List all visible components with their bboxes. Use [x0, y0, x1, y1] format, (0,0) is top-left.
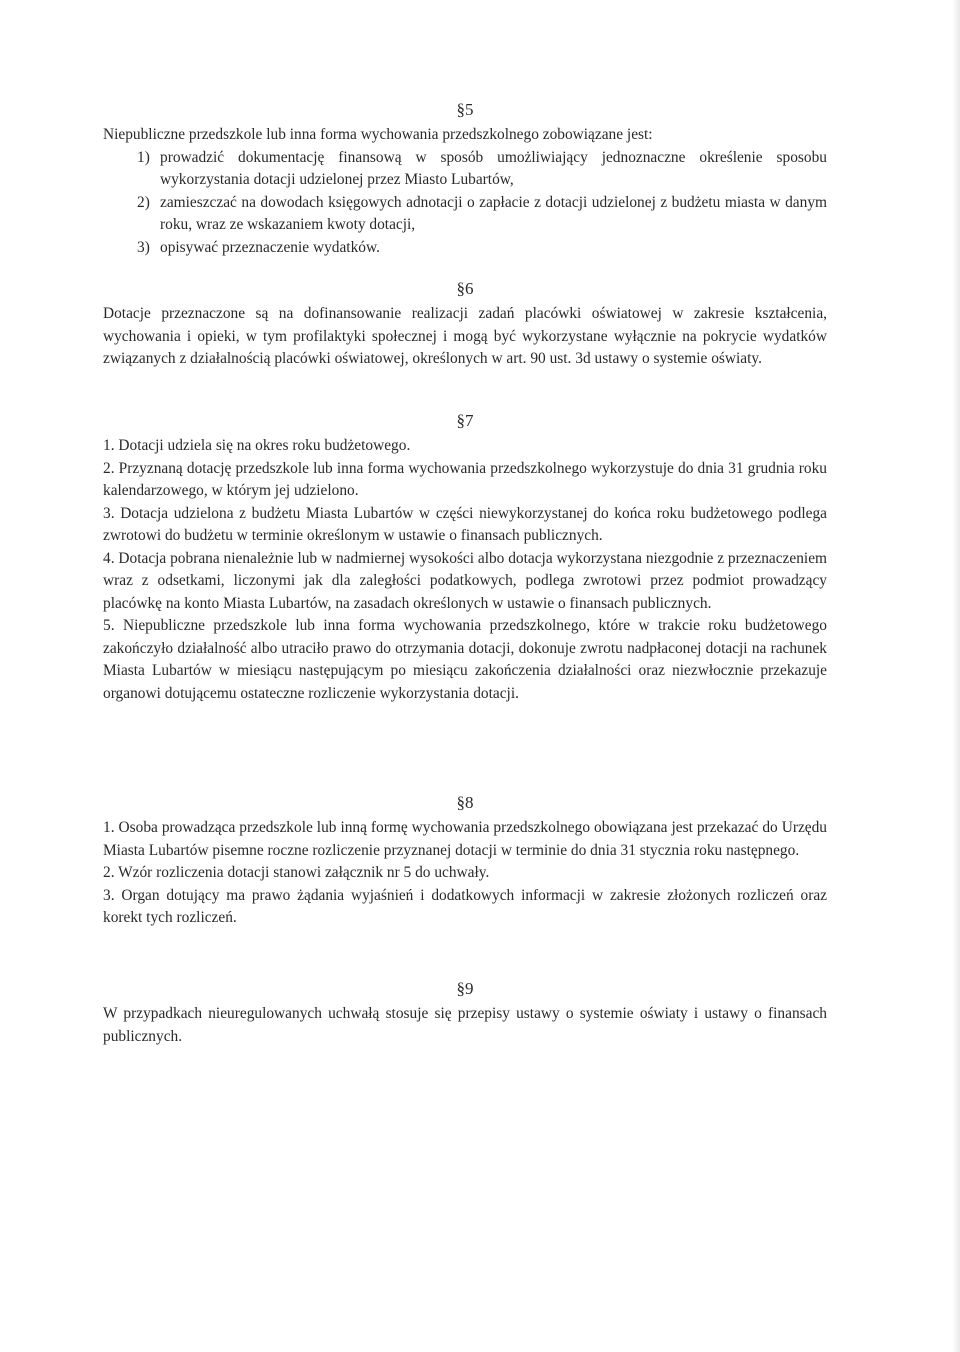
section-8-title: §8	[456, 793, 474, 812]
scan-edge-shadow	[952, 0, 960, 1352]
section-5-item-3	[103, 237, 827, 260]
item-text: prowadzić dokumentację finansową w sposób umożliwiający jednoznaczne określenie sposobu wykorzystania dotacji udzielonej przez Miasto Lubartów,	[160, 148, 827, 188]
section-9-title: §9	[456, 979, 474, 998]
section-7-paragraph-4: 4. Dotacja pobrana nienależnie lub w nadmiernej wysokości albo dotacja wykorzystana niezgodnie z przeznaczeniem wraz z odsetkami, liczonymi jak dla zaległości podatkowych, podlega zwrotowi przez podmiot prowadzący placówkę na konto Miasta Lubartów, na zasadach określonych w ustawie o finansach publicznych.	[103, 549, 827, 612]
section-6	[103, 279, 827, 371]
section-8-paragraph-2: 2. Wzór rozliczenia dotacji stanowi załącznik nr 5 do uchwały.	[103, 864, 490, 881]
section-7-paragraph-1: 1. Dotacji udziela się na okres roku budżetowego.	[103, 437, 411, 454]
item-number: 3)	[137, 238, 150, 256]
section-8-paragraph-1: 1. Osoba prowadząca przedszkole lub inną formę wychowania przedszkolnego obowiązana jest przekazać do Urzędu Miasta Lubartów pisemne roczne rozliczenie przyznanej dotacji w terminie do dnia 31 stycznia roku następnego.	[103, 819, 827, 859]
section-5-title: §5	[456, 100, 474, 119]
section-7	[103, 411, 827, 705]
section-5-item-1	[103, 147, 827, 192]
section-7-paragraph-5: 5. Niepubliczne przedszkole lub inna forma wychowania przedszkolnego, które w trakcie roku budżetowego zakończyło działalność albo utraciło prawo do otrzymania dotacji, dokonuje zwrotu nadpłaconej dotacji na rachunek Miasta Lubartów w miesiącu następującym po miesiącu zakończenia działalności oraz niezwłocznie przekazuje organowi dotującemu ostateczne rozliczenie wykorzystania dotacji.	[103, 617, 827, 702]
section-9-text: W przypadkach nieuregulowanych uchwałą stosuje się przepisy ustawy o systemie oświaty i ustawy o finansach publicznych.	[103, 1005, 827, 1045]
section-8	[103, 793, 827, 930]
section-8-paragraph-3: 3. Organ dotujący ma prawo żądania wyjaśnień i dodatkowych informacji w zakresie złożonych rozliczeń oraz korekt tych rozliczeń.	[103, 886, 827, 926]
section-9	[103, 979, 827, 1048]
section-5	[103, 100, 827, 259]
item-text: opisywać przeznaczenie wydatków.	[160, 238, 380, 256]
item-number: 2)	[137, 193, 150, 211]
section-7-paragraph-3: 3. Dotacja udzielona z budżetu Miasta Lubartów w części niewykorzystanej do końca roku budżetowego podlega zwrotowi do budżetu w terminie określonym w ustawie o finansach publicznych.	[103, 504, 827, 544]
section-6-title: §6	[456, 279, 474, 298]
item-text: zamieszczać na dowodach księgowych adnotacji o zapłacie z dotacji udzielonej z budżetu miasta w danym roku, wraz ze wskazaniem kwoty dotacji,	[160, 193, 827, 233]
item-number: 1)	[137, 148, 150, 166]
section-6-text: Dotacje przeznaczone są na dofinansowanie realizacji zadań placówki oświatowej w zakresie kształcenia, wychowania i opieki, w tym profilaktyki społecznej i mogą być wykorzystane wyłącznie na pokrycie wydatków związanych z działalnością placówki oświatowej, określonych w art. 90 ust. 3d ustawy o systemie oświaty.	[103, 305, 827, 367]
section-5-intro: Niepubliczne przedszkole lub inna forma wychowania przedszkolnego zobowiązane jest:	[103, 126, 653, 143]
section-7-paragraph-2: 2. Przyznaną dotację przedszkole lub inna forma wychowania przedszkolnego wykorzystuje do dnia 31 grudnia roku kalendarzowego, w którym jej udzielono.	[103, 459, 827, 499]
section-5-item-2	[103, 192, 827, 237]
section-7-title: §7	[456, 411, 474, 430]
